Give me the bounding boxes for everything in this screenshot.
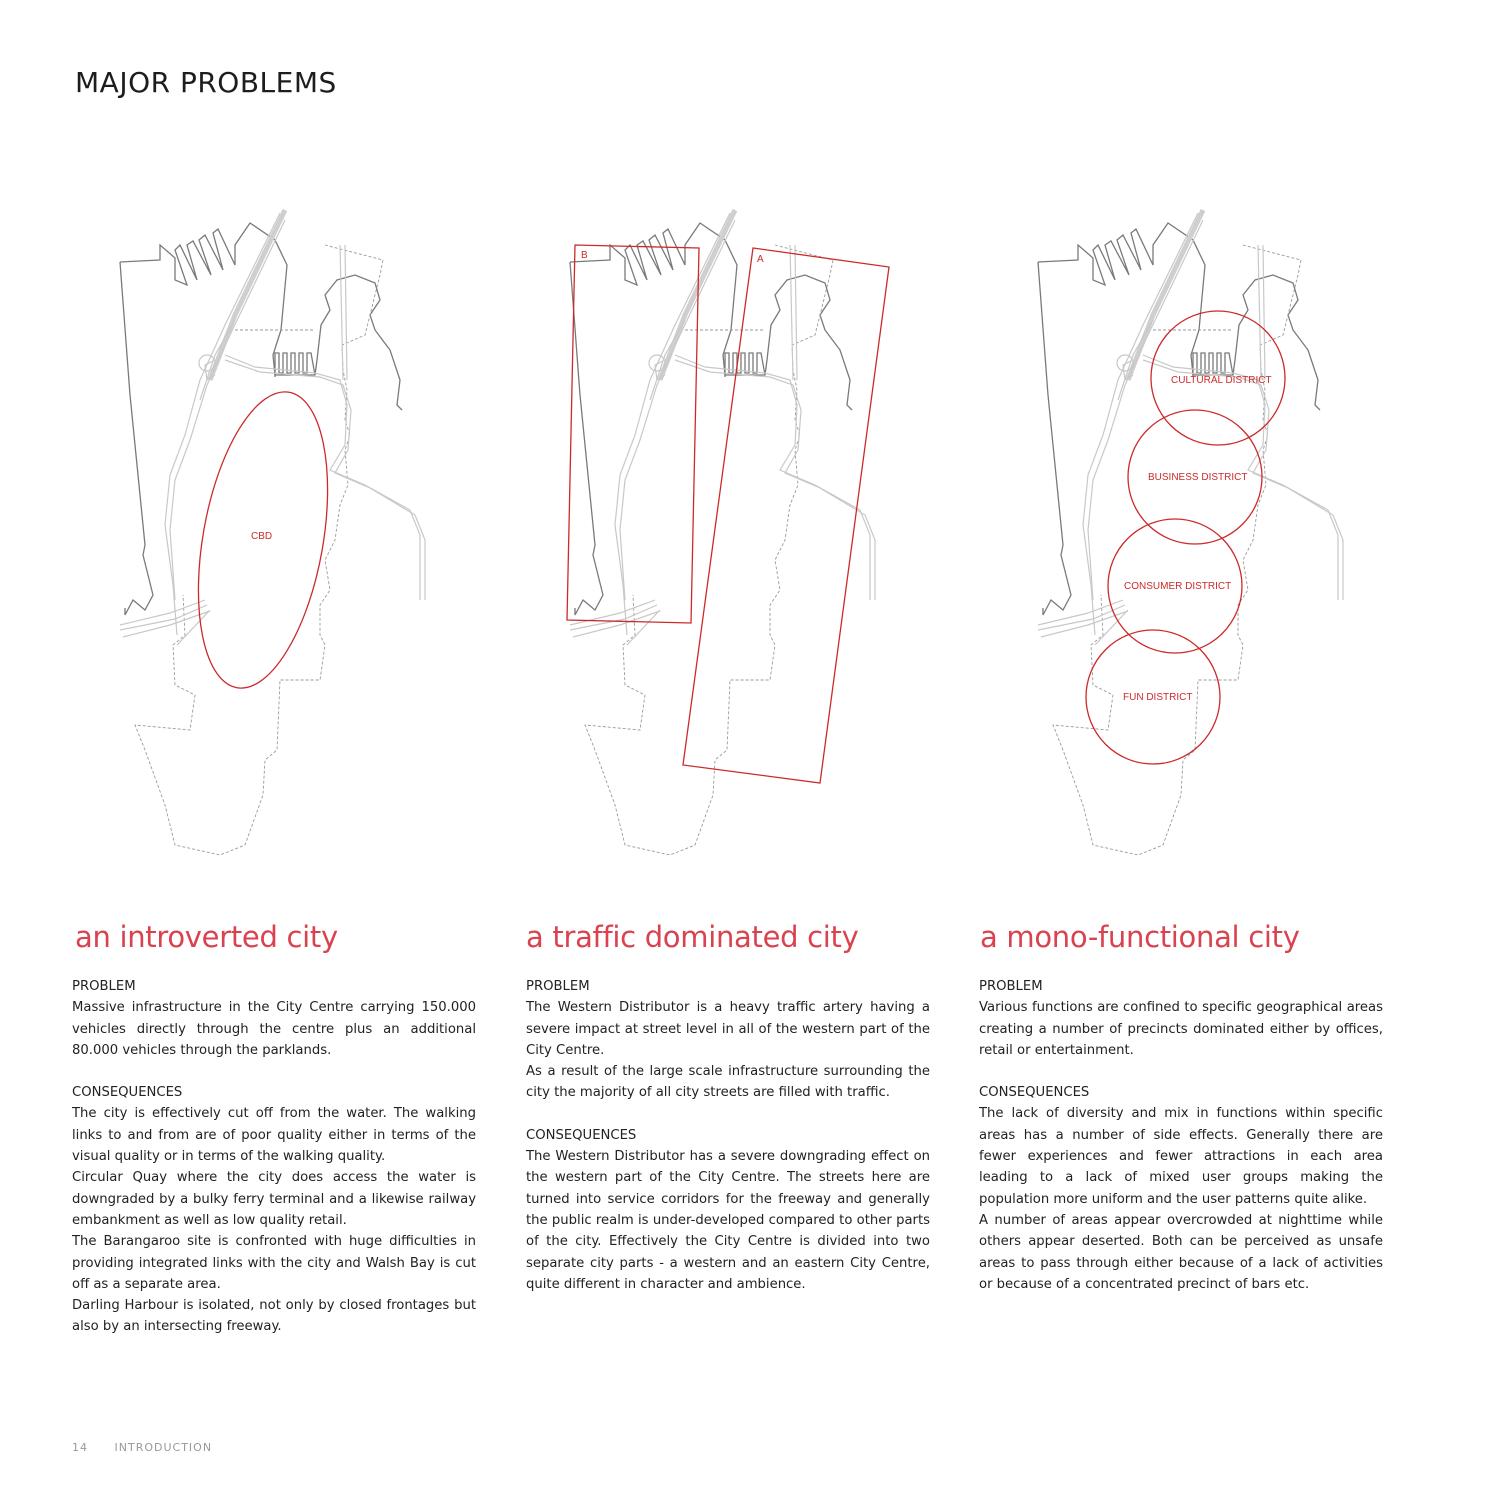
- problem-label: PROBLEM: [72, 979, 136, 994]
- map-mono-functional-city: [1033, 205, 1373, 865]
- problem-label: PROBLEM: [526, 979, 590, 994]
- consequences-text: Darling Harbour is isolated, not only by closed frontages but also by an intersecting freeway.: [72, 1298, 476, 1335]
- cultural-district-label: CULTURAL DISTRICT: [1171, 375, 1272, 386]
- consequences-text: A number of areas appear overcrowded at nighttime while others appear deserted. Both can be perceived as unsafe areas to pass through either because of a lack of activities or because of a concentrated precinct of bars etc.: [979, 1212, 1383, 1292]
- problem-text: Various functions are confined to specific geographical areas creating a number of precincts dominated either by offices, retail or entertainment.: [979, 1000, 1383, 1058]
- business-district-label: BUSINESS DISTRICT: [1148, 472, 1248, 483]
- column-heading: a traffic dominated city: [526, 920, 859, 954]
- page-title: MAJOR PROBLEMS: [75, 66, 337, 99]
- problem-text: Massive infrastructure in the City Centre carrying 150.000 vehicles directly through the centre plus an additional 80.000 vehicles through the parklands.: [72, 1000, 476, 1058]
- page-footer: [72, 1441, 234, 1454]
- page-number: 14: [72, 1441, 88, 1454]
- consumer-district-label: CONSUMER DISTRICT: [1124, 581, 1232, 592]
- zone-a-rectangle: [683, 248, 889, 783]
- fun-district-label: FUN DISTRICT: [1123, 692, 1193, 703]
- introverted-city-diagram: [115, 205, 455, 865]
- consequences-text: The Western Distributor has a severe downgrading effect on the western part of the City Centre. The streets here are turned into service corridors for the freeway and generally the public realm is under-developed compared to other parts of the city. Effectively the City Centre is divided into two separate city parts - a western and an eastern City Centre, quite different in character and ambience.: [526, 1149, 930, 1292]
- traffic-dominated-city-diagram: [565, 205, 905, 865]
- zone-a-label: A: [757, 254, 764, 265]
- consequences-text: The Barangaroo site is confronted with huge difficulties in providing integrated links with the city and Walsh Bay is cut off as a separate area.: [72, 1234, 476, 1292]
- section-name: INTRODUCTION: [114, 1441, 213, 1454]
- cbd-label: CBD: [251, 531, 273, 542]
- column-heading: an introverted city: [75, 920, 338, 954]
- consequences-text: The lack of diversity and mix in functions within specific areas has a number of side effects. Generally there are fewer experiences and fewer attractions in each area leading to a lack of mixed user groups making the population more uniform and the user patterns quite alike.: [979, 1106, 1383, 1207]
- consequences-label: CONSEQUENCES: [526, 1127, 637, 1143]
- mono-functional-city-diagram: [1033, 205, 1373, 865]
- problem-text: The Western Distributor is a heavy traffic artery having a severe impact at street level in all of the western part of the City Centre.: [526, 1000, 930, 1058]
- problem-text: As a result of the large scale infrastructure surrounding the city the majority of all city streets are filled with traffic.: [526, 1064, 930, 1101]
- consequences-label: CONSEQUENCES: [72, 1085, 183, 1101]
- column-introverted-city: [72, 920, 476, 1338]
- zone-b-label: B: [581, 250, 588, 261]
- column-heading: a mono-functional city: [980, 920, 1300, 954]
- consequences-label: CONSEQUENCES: [979, 1085, 1090, 1101]
- column-traffic-dominated-city: [526, 920, 930, 1295]
- zone-b-rectangle: [567, 245, 699, 623]
- consequences-text: The city is effectively cut off from the water. The walking links to and from are of poor quality either in terms of the visual quality or in terms of the walking quality.: [72, 1106, 476, 1165]
- map-traffic-dominated-city: [565, 205, 905, 865]
- map-introverted-city: [115, 205, 455, 865]
- consequences-text: Circular Quay where the city does access the water is downgraded by a bulky ferry terminal and a likewise railway embankment as well as low quality retail.: [72, 1170, 476, 1228]
- column-mono-functional-city: [979, 920, 1383, 1295]
- problem-label: PROBLEM: [979, 979, 1043, 994]
